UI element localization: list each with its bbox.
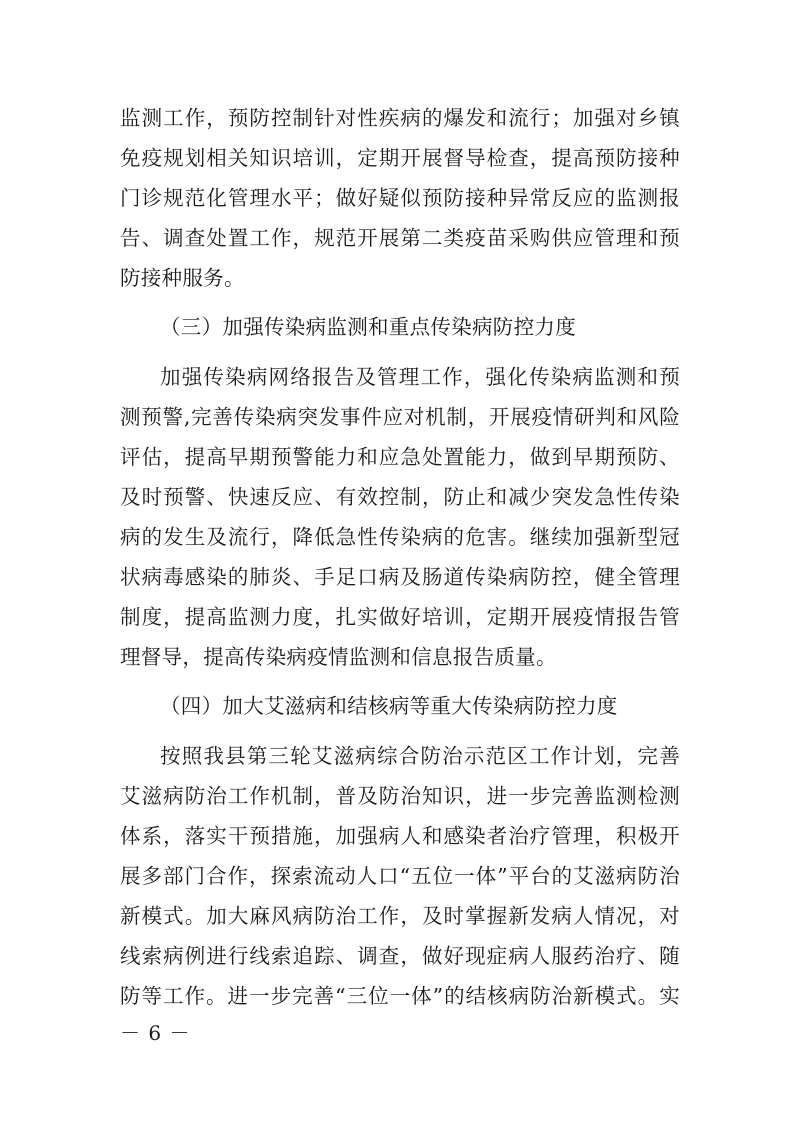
paragraph-line: 免疫规划相关知识培训，定期开展督导检查，提高预防接种 [120, 146, 680, 170]
paragraph-line: 病的发生及流行，降低急性传染病的危害。继续加强新型冠 [120, 525, 680, 549]
paragraph-line: 门诊规范化管理水平；做好疑似预防接种异常反应的监测报 [120, 186, 680, 210]
paragraph-line: 体系，落实干预措施，加强病人和感染者治疗管理，积极开 [120, 824, 680, 848]
paragraph-line: 制度，提高监测力度，扎实做好培训，定期开展疫情报告管 [120, 605, 680, 629]
paragraph-line: 新模式。加大麻风病防治工作，及时掌握新发病人情况，对 [120, 904, 680, 928]
paragraph-line: 加强传染病网络报告及管理工作，强化传染病监测和预 [160, 365, 680, 389]
paragraph-line: 告、调查处置工作，规范开展第二类疫苗采购供应管理和预 [120, 226, 680, 250]
paragraph-line: 评估，提高早期预警能力和应急处置能力，做到早期预防、 [120, 445, 680, 469]
page-number: － 6 － [120, 1021, 191, 1045]
paragraph-line: 艾滋病防治工作机制，普及防治知识，进一步完善监测检测 [120, 784, 680, 808]
paragraph-line: 测预警,完善传染病突发事件应对机制，开展疫情研判和风险 [120, 405, 680, 429]
section-heading-3: （三）加强传染病监测和重点传染病防控力度 [160, 315, 576, 339]
paragraph-line: 监测工作，预防控制针对性疾病的爆发和流行；加强对乡镇 [120, 106, 680, 130]
paragraph-line: 按照我县第三轮艾滋病综合防治示范区工作计划，完善 [160, 744, 680, 768]
paragraph-line: 防等工作。进一步完善“三位一体”的结核病防治新模式。实 [120, 984, 680, 1008]
section-heading-4: （四）加大艾滋病和结核病等重大传染病防控力度 [160, 694, 618, 718]
paragraph-line: 防接种服务。 [120, 266, 245, 290]
paragraph-line: 线索病例进行线索追踪、调查，做好现症病人服药治疗、随 [120, 944, 680, 968]
paragraph-line: 及时预警、快速反应、有效控制，防止和减少突发急性传染 [120, 485, 680, 509]
paragraph-line: 展多部门合作，探索流动人口“五位一体”平台的艾滋病防治 [120, 864, 680, 888]
paragraph-line: 理督导，提高传染病疫情监测和信息报告质量。 [120, 645, 557, 669]
paragraph-line: 状病毒感染的肺炎、手足口病及肠道传染病防控，健全管理 [120, 565, 680, 589]
